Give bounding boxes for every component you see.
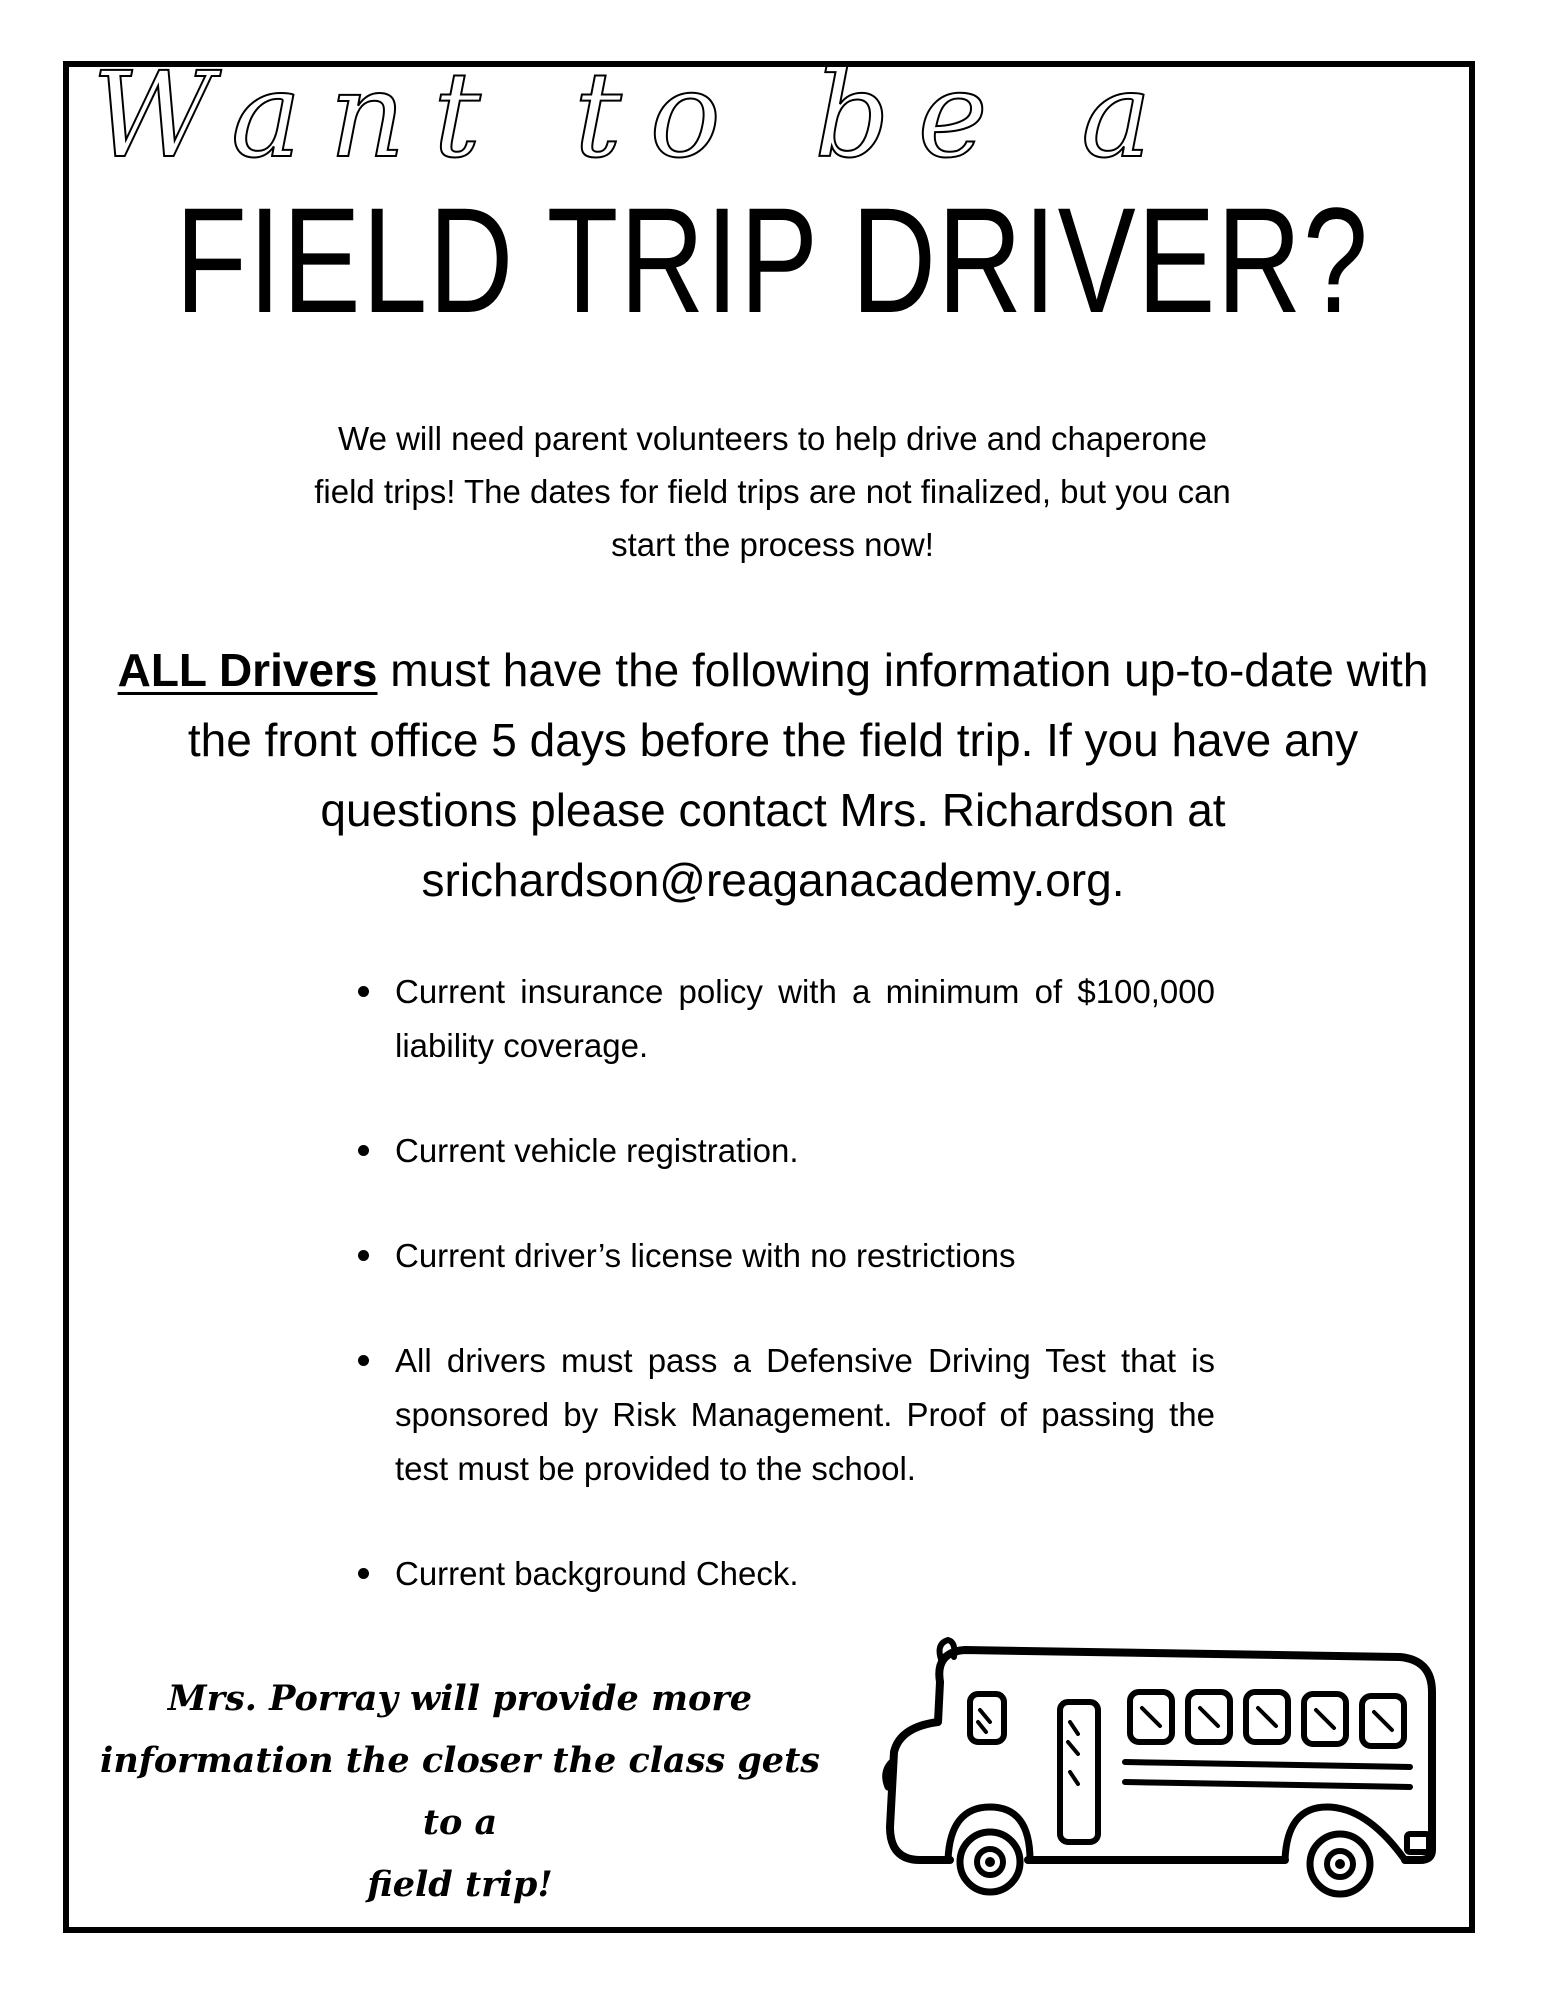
bullet-icon bbox=[358, 1568, 369, 1579]
list-item-text: Current vehicle registration. bbox=[395, 1132, 799, 1169]
list-item bbox=[355, 1334, 1215, 1496]
requirements-paragraph bbox=[88, 635, 1458, 915]
list-item bbox=[355, 1229, 1215, 1283]
bullet-icon bbox=[358, 1355, 369, 1366]
bullet-icon bbox=[358, 1145, 369, 1156]
all-drivers-emphasis: ALL Drivers bbox=[117, 644, 378, 696]
list-item-text: All drivers must pass a Defensive Driving Test that is sponsored by Risk Management. Proof of passing the test must be provided to the school. bbox=[395, 1342, 1215, 1487]
bullet-icon bbox=[358, 986, 369, 997]
list-item-text: Current driver’s license with no restrictions bbox=[395, 1237, 1016, 1274]
script-heading: Want to be a bbox=[92, 46, 1180, 184]
intro-line: We will need parent volunteers to help drive and chaperone bbox=[338, 420, 1207, 457]
requirements-list bbox=[355, 965, 1215, 1601]
intro-line: start the process now! bbox=[611, 526, 934, 563]
note-line: Mrs. Porray will provide more bbox=[167, 1678, 753, 1719]
list-item-text: Current background Check. bbox=[395, 1555, 799, 1592]
page-title: FIELD TRIP DRIVER? bbox=[175, 176, 1370, 344]
list-item bbox=[355, 1547, 1215, 1601]
list-item bbox=[355, 1124, 1215, 1178]
intro-paragraph bbox=[180, 412, 1365, 571]
closing-note bbox=[90, 1668, 830, 1916]
bullet-icon bbox=[358, 1250, 369, 1261]
list-item bbox=[355, 965, 1215, 1073]
intro-line: field trips! The dates for field trips are not finalized, but you can bbox=[314, 473, 1231, 510]
requirements-text: must have the following information up-to-date with the front office 5 days before the field trip. If you have any questions please contact Mrs. Richardson at srichardson@reaganacademy.org. bbox=[187, 644, 1429, 906]
list-item-text: Current insurance policy with a minimum of $100,000 liability coverage. bbox=[395, 973, 1215, 1064]
note-line: information the closer the class gets to a bbox=[100, 1740, 820, 1843]
school-bus-icon bbox=[880, 1622, 1440, 1912]
note-line: field trip! bbox=[367, 1864, 553, 1905]
